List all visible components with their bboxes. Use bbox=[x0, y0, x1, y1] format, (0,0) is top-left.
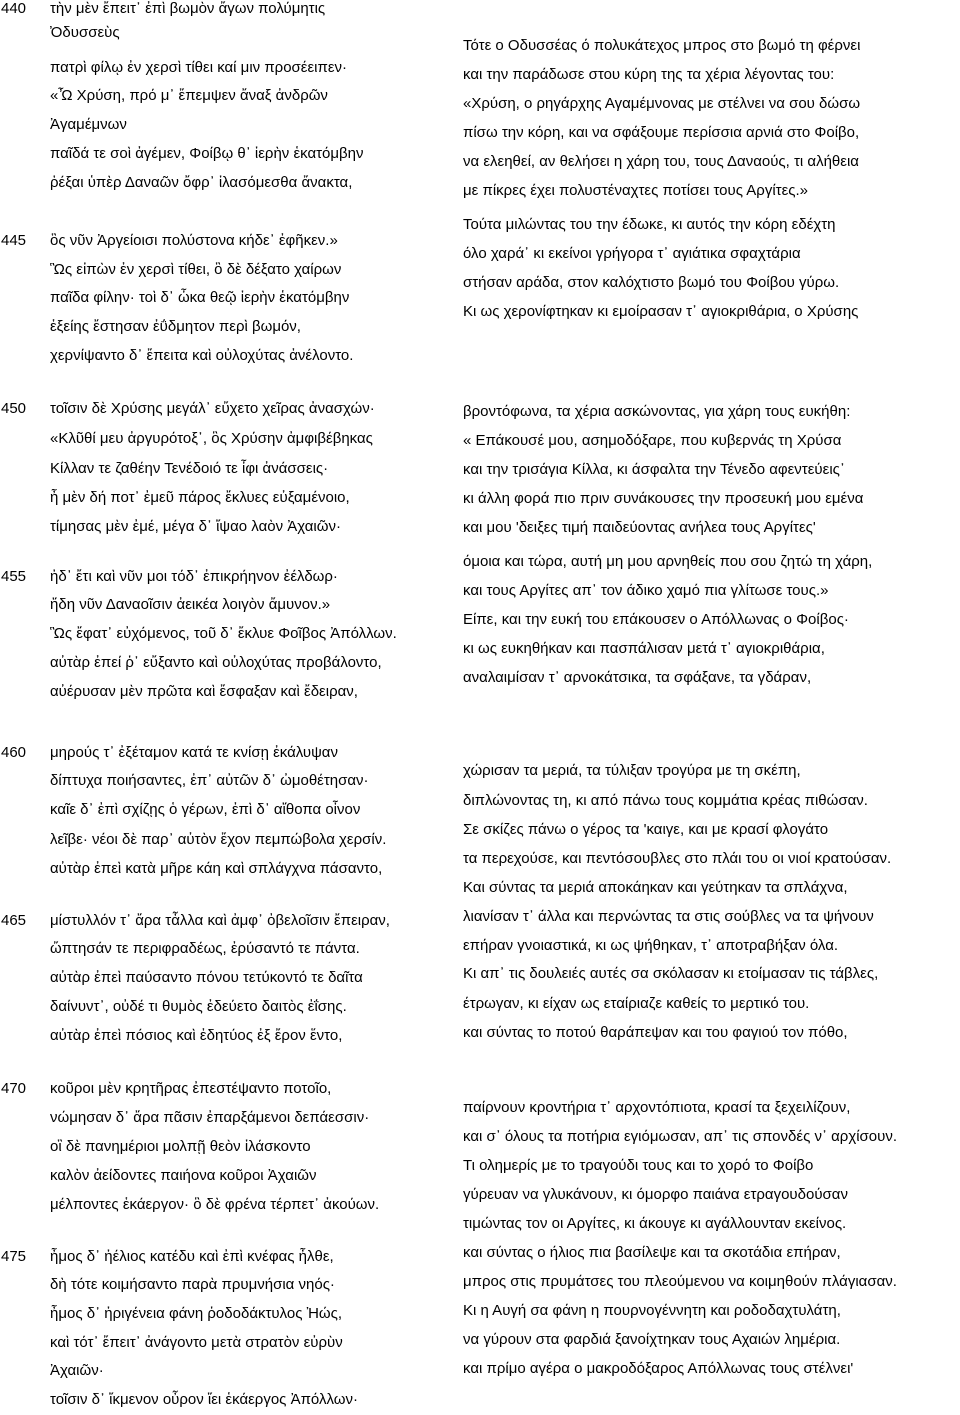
translation-line: τα περεχούσε, και πεντόσουβλες στο πλάι του οι νιοί κρατούσαν. bbox=[463, 850, 892, 867]
greek-verse-line: Ἀγαμέμνων bbox=[50, 116, 127, 133]
line-number: 450 bbox=[1, 400, 27, 417]
greek-verse-line: ἦ μὲν δή ποτ᾽ ἐμεῦ πάρος ἔκλυες εὐξαμένοιο, bbox=[50, 489, 350, 506]
translation-line: γύρευαν να γλυκάνουν, κι όμορφο παιάνα ετραγουδούσαν bbox=[463, 1186, 848, 1203]
translation-line: και σύντας το ποτού θαράπεψαν και του φαγιού τον πόθο, bbox=[463, 1024, 848, 1041]
greek-verse-line: ἑξείης ἔστησαν ἐΰδμητον περὶ βωμόν, bbox=[50, 318, 301, 335]
translation-line: Κι η Αυγή σα φάνη η πουρνογέννητη και ροδοδαχτυλάτη, bbox=[463, 1302, 841, 1319]
greek-verse-line: τὴν μὲν ἔπειτ᾽ ἐπὶ βωμὸν ἄγων πολύμητις bbox=[50, 0, 326, 17]
greek-verse-line: ῥέξαι ὑπὲρ Δαναῶν ὄφρ᾽ ἱλασόμεσθα ἄνακτα, bbox=[50, 174, 353, 191]
greek-verse-line: καῖε δ᾽ ἐπὶ σχίζῃς ὁ γέρων, ἐπὶ δ᾽ αἴθοπα οἶνον bbox=[50, 801, 361, 818]
greek-verse-line: τοῖσιν δ᾽ ἴκμενον οὖρον ἵει ἑκάεργος Ἀπόλλων· bbox=[50, 1391, 358, 1408]
greek-verse-line: νώμησαν δ᾽ ἄρα πᾶσιν ἐπαρξάμενοι δεπάεσσιν· bbox=[50, 1109, 370, 1126]
translation-line: και την παράδωσε στου κύρη της τα χέρια λέγοντας του: bbox=[463, 66, 835, 83]
greek-verse-line: τοῖσιν δὲ Χρύσης μεγάλ᾽ εὔχετο χεῖρας ἀνασχών· bbox=[50, 400, 375, 417]
translation-line: όλο χαρά᾽ κι εκείνοι γρήγορα τ᾽ αγιάτικα σφαχτάρια bbox=[463, 245, 801, 262]
greek-verse-line: οἳ δὲ πανημέριοι μολπῇ θεὸν ἱλάσκοντο bbox=[50, 1138, 311, 1155]
line-number: 470 bbox=[1, 1080, 27, 1097]
translation-line: « Επάκουσέ μου, ασημοδόξαρε, που κυβερνάς τη Χρύσα bbox=[463, 432, 842, 449]
translation-line: παίρνουν κροντήρια τ᾽ αρχοντόπιοτα, κρασί τα ξεχειλίζουν, bbox=[463, 1099, 851, 1116]
translation-line: με πίκρες έχει πολυστέναχτες ποτίσει τους Αργίτες.» bbox=[463, 182, 809, 199]
translation-line: έτρωγαν, κι είχαν ως εταίριαζε καθείς το μερτικό του. bbox=[463, 995, 810, 1012]
translation-line: και σύντας ο ήλιος πια βασίλεψε και τα σκοτάδια επήραν, bbox=[463, 1244, 841, 1261]
translation-line: και τους Αργίτες απ᾽ τον άδικο χαμό πια γλίτωσε τους.» bbox=[463, 582, 829, 599]
greek-verse-line: καλὸν ἀείδοντες παιήονα κοῦροι Ἀχαιῶν bbox=[50, 1167, 317, 1184]
greek-verse-line: μηρούς τ᾽ ἐξέταμον κατά τε κνίσῃ ἐκάλυψαν bbox=[50, 744, 338, 761]
translation-line: αναλαιμίσαν τ᾽ αρνοκάτσικα, τα σφάξανε, τα γδάραν, bbox=[463, 669, 812, 686]
line-number: 445 bbox=[1, 232, 27, 249]
translation-line: κι άλλη φορά πιο πριν συνάκουσες την προσευκή μου εμένα bbox=[463, 490, 864, 507]
translation-line: και την τρισάγια Κίλλα, κι άσφαλτα την Τένεδο αφεντεύεις᾽ bbox=[463, 461, 845, 478]
line-number: 460 bbox=[1, 744, 27, 761]
greek-verse-line: χερνίψαντο δ᾽ ἔπειτα καὶ οὐλοχύτας ἀνέλοντο. bbox=[50, 347, 354, 364]
greek-verse-line: πατρὶ φίλῳ ἐν χερσὶ τίθει καί μιν προσέειπεν· bbox=[50, 59, 348, 76]
translation-line: πίσω την κόρη, και να σφάξουμε περίσσια αρνιά στο Φοίβο, bbox=[463, 124, 860, 141]
translation-line: μπρος στις πρυμάτσες του πλεούμενου να κοιμηθούν πλάγιασαν. bbox=[463, 1273, 897, 1290]
translation-line: και πρίμο αγέρα ο μακροδόξαρος Απόλλωνας τους στέλνει' bbox=[463, 1360, 854, 1377]
translation-line: και σ᾽ όλους τα ποτήρια εγιόμωσαν, απ᾽ τις σπονδές ν᾽ αρχίσουν. bbox=[463, 1128, 898, 1145]
greek-verse-line: αὐτὰρ ἐπεὶ παύσαντο πόνου τετύκοντό τε δαῖτα bbox=[50, 969, 363, 986]
translation-line: επήραν γνοιαστικά, κι ως ψήθηκαν, τ᾽ αποτραβήξαν όλα. bbox=[463, 937, 839, 954]
greek-verse-line: λεῖβε· νέοι δὲ παρ᾽ αὐτὸν ἔχον πεμπώβολα χερσίν. bbox=[50, 831, 387, 848]
greek-verse-line: ὃς νῦν Ἀργείοισι πολύστονα κήδε᾽ ἐφῆκεν.» bbox=[50, 232, 338, 249]
translation-line: τιμώντας τον οι Αργίτες, κι άκουγε κι αγάλλουνταν εκείνος. bbox=[463, 1215, 847, 1232]
greek-verse-line: παῖδα φίλην· τοὶ δ᾽ ὦκα θεῷ ἱερὴν ἑκατόμβην bbox=[50, 289, 350, 306]
translation-line: διπλώνοντας τη, κι από πάνω τους κομμάτια κρέας πιθώσαν. bbox=[463, 792, 868, 809]
greek-verse-line: καὶ τότ᾽ ἔπειτ᾽ ἀνάγοντο μετὰ στρατὸν εὐρὺν bbox=[50, 1334, 343, 1351]
line-number: 440 bbox=[1, 0, 27, 17]
translation-line: λιανίσαν τ᾽ άλλα και περνώντας τα στις σούβλες να τα ψήνουν bbox=[463, 908, 874, 925]
translation-line: Κι ως χερονίφτηκαν κι εμοίρασαν τ᾽ αγιοκριθάρια, ο Χρύσης bbox=[463, 303, 859, 320]
greek-verse-line: δὴ τότε κοιμήσαντο παρὰ πρυμνήσια νηός· bbox=[50, 1276, 335, 1293]
greek-verse-line: «Ὦ Χρύση, πρό μ᾽ ἔπεμψεν ἄναξ ἀνδρῶν bbox=[50, 87, 328, 104]
translation-line: Σε σκίζες πάνω ο γέρος τα 'καιγε, και με κρασί φλογάτο bbox=[463, 821, 829, 838]
greek-verse-line: Ἀχαιῶν· bbox=[50, 1362, 104, 1379]
translation-line: όμοια και τώρα, αυτή μη μου αρνηθείς που σου ζητώ τη χάρη, bbox=[463, 553, 873, 570]
greek-verse-line: Ὣς εἰπὼν ἐν χερσὶ τίθει, ὃ δὲ δέξατο χαίρων bbox=[50, 261, 342, 278]
translation-line: Τι ολημερίς με το τραγούδι τους και το χορό το Φοίβο bbox=[463, 1157, 814, 1174]
greek-verse-line: παῖδά τε σοὶ ἀγέμεν, Φοίβῳ θ᾽ ἱερὴν ἑκατόμβην bbox=[50, 145, 364, 162]
translation-line: Τότε ο Οδυσσέας ό πολυκάτεχος μπρος στο βωμό τη φέρνει bbox=[463, 37, 861, 54]
translation-line: χώρισαν τα μεριά, τα τύλιξαν τρογύρα με τη σκέπη, bbox=[463, 762, 801, 779]
greek-verse-line: μέλποντες ἑκάεργον· ὃ δὲ φρένα τέρπετ᾽ ἀκούων. bbox=[50, 1196, 380, 1213]
translation-line: Είπε, και την ευκή του επάκουσεν ο Απόλλωνας ο Φοίβος· bbox=[463, 611, 849, 628]
greek-verse-line: μίστυλλόν τ᾽ ἄρα τἆλλα καὶ ἀμφ᾽ ὀβελοῖσιν ἔπειραν, bbox=[50, 912, 390, 929]
greek-verse-line: δαίνυντ᾽, οὐδέ τι θυμὸς ἐδεύετο δαιτὸς ἐΐσης. bbox=[50, 998, 347, 1015]
line-number: 465 bbox=[1, 912, 27, 929]
greek-verse-line: αὐέρυσαν μὲν πρῶτα καὶ ἔσφαξαν καὶ ἔδειραν, bbox=[50, 683, 358, 700]
translation-line: και μου 'δειξες τιμή παιδεύοντας ανήλεα τους Αργίτες' bbox=[463, 519, 816, 536]
translation-line: «Χρύση, ο ρηγάρχης Αγαμέμνονας με στέλνει να σου δώσω bbox=[463, 95, 861, 112]
translation-line: Τούτα μιλώντας του την έδωκε, κι αυτός την κόρη εδέχτη bbox=[463, 216, 836, 233]
greek-verse-line: Κίλλαν τε ζαθέην Τενέδοιό τε ἶφι ἀνάσσεις· bbox=[50, 460, 329, 477]
translation-line: να ελεηθεί, αν θελήσει η χάρη του, τους Δαναούς, τι αλήθεια bbox=[463, 153, 859, 170]
greek-verse-line: τίμησας μὲν ἐμέ, μέγα δ᾽ ἴψαο λαὸν Ἀχαιῶν· bbox=[50, 518, 341, 535]
greek-verse-line: αὐτὰρ ἐπεὶ κατὰ μῆρε κάη καὶ σπλάγχνα πάσαντο, bbox=[50, 860, 383, 877]
greek-verse-line: Ὣς ἔφατ᾽ εὐχόμενος, τοῦ δ᾽ ἔκλυε Φοῖβος Ἀπόλλων. bbox=[50, 625, 397, 642]
translation-line: στήσαν αράδα, στον καλόχτιστο βωμό του Φοίβου γύρω. bbox=[463, 274, 840, 291]
line-number: 475 bbox=[1, 1248, 27, 1265]
greek-verse-line: ἠδ᾽ ἔτι καὶ νῦν μοι τόδ᾽ ἐπικρήηνον ἐέλδωρ· bbox=[50, 568, 338, 585]
translation-line: Κι απ᾽ τις δουλειές αυτές σα σκόλασαν κι ετοίμασαν τις τάβλες, bbox=[463, 965, 879, 982]
translation-line: κι ως ευκηθήκαν και πασπάλισαν μετά τ᾽ αγιοκριθάρια, bbox=[463, 640, 825, 657]
greek-verse-line: Ὀδυσσεὺς bbox=[50, 24, 120, 41]
greek-verse-line: ὤπτησάν τε περιφραδέως, ἐρύσαντό τε πάντα. bbox=[50, 940, 360, 957]
greek-verse-line: «Κλῦθί μευ ἀργυρότοξ᾽, ὃς Χρύσην ἀμφιβέβηκας bbox=[50, 430, 373, 447]
greek-verse-line: ἦμος δ᾽ ἠέλιος κατέδυ καὶ ἐπὶ κνέφας ἦλθε, bbox=[50, 1248, 334, 1265]
line-number: 455 bbox=[1, 568, 27, 585]
greek-verse-line: ἦμος δ᾽ ἠριγένεια φάνη ῥοδοδάκτυλος Ἠώς, bbox=[50, 1305, 343, 1322]
greek-verse-line: ἤδη νῦν Δαναοῖσιν ἀεικέα λοιγὸν ἄμυνον.» bbox=[50, 596, 331, 613]
translation-line: Και σύντας τα μεριά αποκάηκαν και γεύτηκαν τα σπλάχνα, bbox=[463, 879, 848, 896]
translation-line: να γύρουν στα φαρδιά ξανοίχτηκαν τους Αχαιών λημέρια. bbox=[463, 1331, 841, 1348]
greek-verse-line: κοῦροι μὲν κρητῆρας ἐπεστέψαντο ποτοῖο, bbox=[50, 1080, 332, 1097]
greek-verse-line: αὐτὰρ ἐπεί ῥ᾽ εὔξαντο καὶ οὐλοχύτας προβάλοντο, bbox=[50, 654, 382, 671]
greek-verse-line: αὐτὰρ ἐπεὶ πόσιος καὶ ἐδητύος ἐξ ἔρον ἕντο, bbox=[50, 1027, 343, 1044]
greek-verse-line: δίπτυχα ποιήσαντες, ἐπ᾽ αὐτῶν δ᾽ ὠμοθέτησαν· bbox=[50, 772, 369, 789]
translation-line: βροντόφωνα, τα χέρια ασκώνοντας, για χάρη τους ευκήθη: bbox=[463, 403, 851, 420]
